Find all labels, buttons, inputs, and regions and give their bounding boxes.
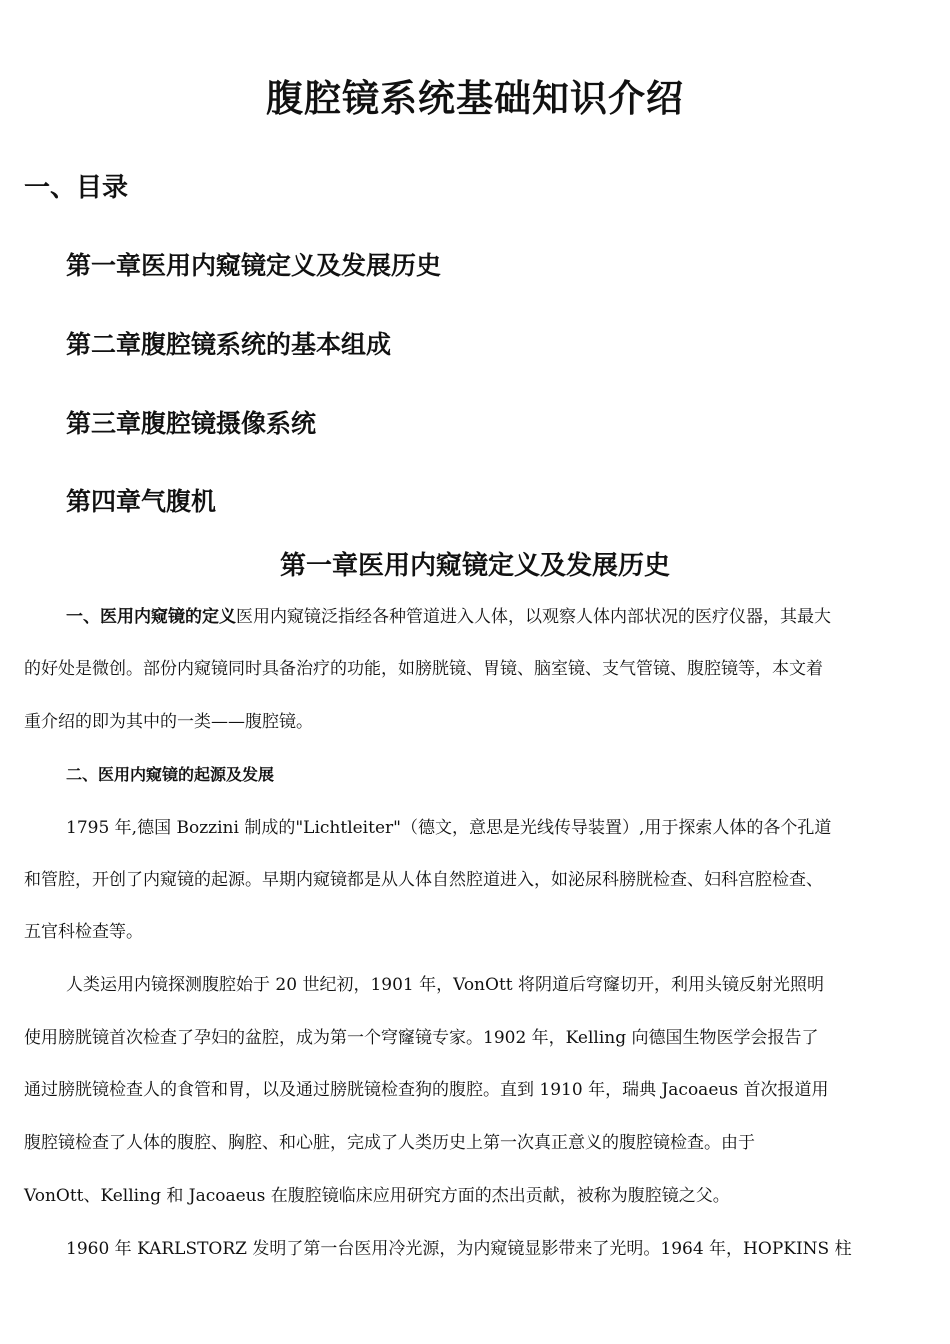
history-paragraph-line-3: 通过膀胱镜检查人的食管和胃，以及通过膀胱镜检查狗的腹腔。直到 1910 年，瑞典 Jacoaeus 首次报道用	[24, 1080, 829, 1100]
definition-paragraph-line-1	[66, 603, 831, 631]
toc-item-chapter-4: 第四章气腹机	[66, 487, 217, 516]
toc-item-chapter-3: 第三章腹腔镜摄像系统	[66, 409, 317, 438]
toc-item-chapter-1: 第一章医用内窥镜定义及发展历史	[66, 251, 442, 280]
history-paragraph-line-5: VonOtt、Kelling 和 Jacoaeus 在腹腔镜临床应用研究方面的杰出贡献，被称为腹腔镜之父。	[24, 1186, 730, 1206]
history-paragraph-line-2: 使用膀胱镜首次检查了孕妇的盆腔，成为第一个穹窿镜专家。1902 年，Kelling 向德国生物医学会报告了	[24, 1028, 819, 1048]
history-paragraph-line-1: 人类运用内镜探测腹腔始于 20 世纪初，1901 年，VonOtt 将阴道后穹窿切开，利用头镜反射光照明	[66, 975, 825, 995]
document-title: 腹腔镜系统基础知识介绍	[266, 77, 684, 120]
definition-text: 医用内窥镜泛指经各种管道进入人体，以观察人体内部状况的医疗仪器，其最大	[236, 607, 831, 627]
toc-heading: 一、目录	[24, 173, 129, 203]
toc-item-chapter-2: 第二章腹腔镜系统的基本组成	[66, 330, 392, 359]
origin-paragraph-line-2: 和管腔，开创了内窥镜的起源。早期内窥镜都是从人体自然腔道进入，如泌尿科膀胱检查、妇科宫腔检查、	[24, 870, 823, 890]
cold-light-paragraph-line-1: 1960 年 KARLSTORZ 发明了第一台医用冷光源，为内窥镜显影带来了光明。1964 年，HOPKINS 柱	[66, 1239, 852, 1259]
definition-lead-heading: 一、医用内窥镜的定义	[66, 607, 236, 627]
origin-paragraph-line-3: 五官科检查等。	[24, 922, 143, 942]
definition-paragraph-line-3: 重介绍的即为其中的一类——腹腔镜。	[24, 712, 313, 732]
definition-paragraph-line-2: 的好处是微创。部份内窥镜同时具备治疗的功能，如膀胱镜、胃镜、脑室镜、支气管镜、腹腔镜等，本文着	[24, 659, 823, 679]
origin-paragraph-line-1: 1795 年,德国 Bozzini 制成的"Lichtleiter"（德文，意思是光线传导装置）,用于探索人体的各个孔道	[66, 818, 832, 838]
origin-subheading: 二、医用内窥镜的起源及发展	[66, 765, 275, 784]
chapter-1-heading: 第一章医用内窥镜定义及发展历史	[279, 551, 670, 581]
history-paragraph-line-4: 腹腔镜检查了人体的腹腔、胸腔、和心脏，完成了人类历史上第一次真正意义的腹腔镜检查。由于	[24, 1133, 755, 1153]
